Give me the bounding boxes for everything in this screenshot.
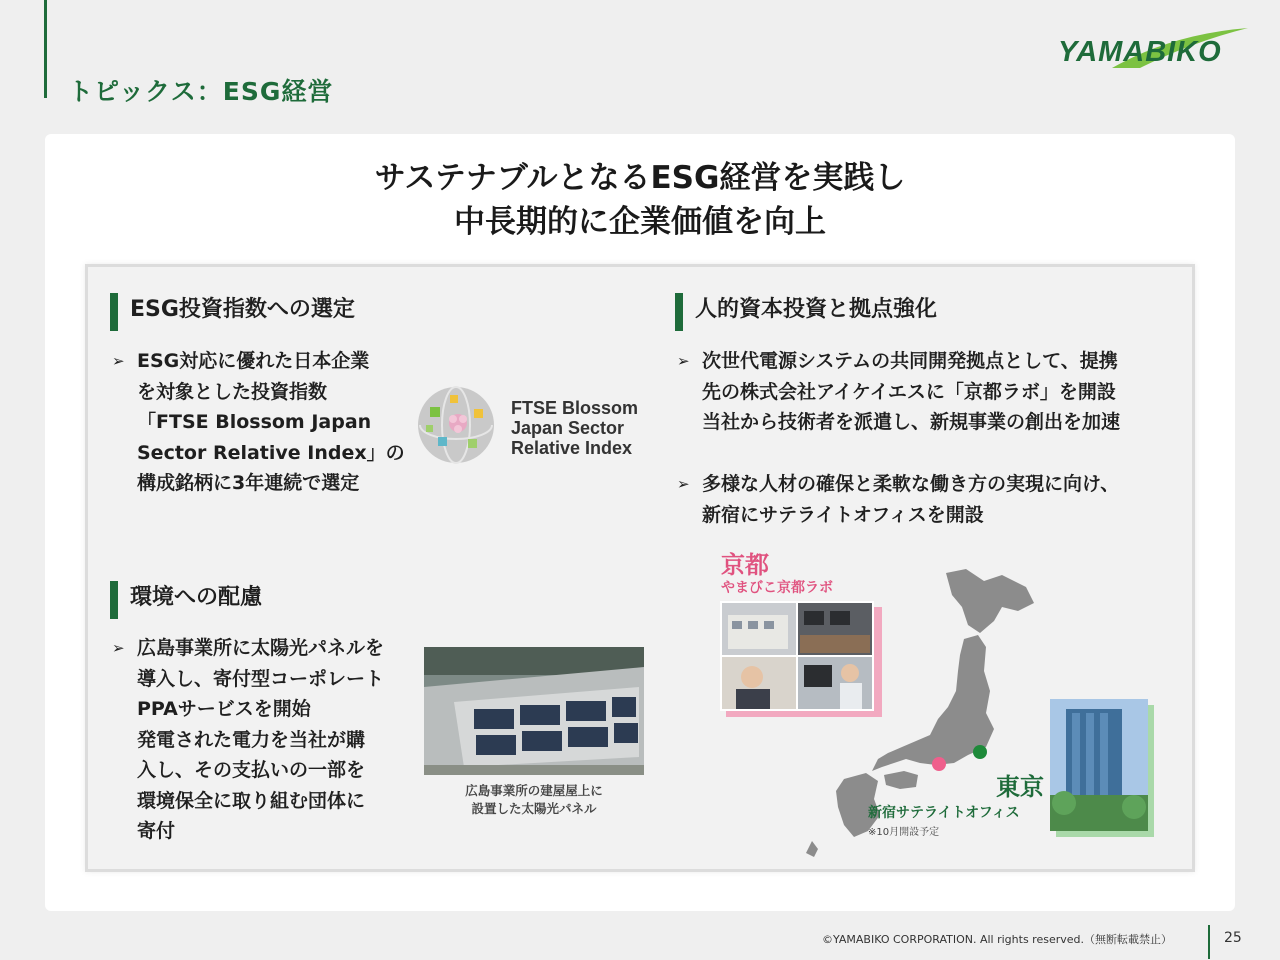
headline-line-1: サステナブルとなるESG経営を実践し (374, 160, 906, 196)
tokyo-subtitle: 新宿サテライトオフィス (868, 805, 1020, 821)
bullet-line: 寄付 (137, 820, 176, 842)
bullet-line: Sector Relative Index」の (137, 441, 405, 464)
tokyo-marker (973, 745, 987, 759)
ftse-badge-line: Relative Index (511, 438, 633, 458)
kyoto-subtitle: やまびこ京都ラボ (721, 580, 833, 596)
caption-line: 広島事業所の建屋屋上に (465, 783, 603, 798)
bullet-line: 環境保全に取り組む団体に (137, 789, 366, 812)
main-headline (45, 156, 1235, 244)
bullet-line: を対象とした投資指数 (137, 380, 328, 403)
bullet-line: 構成銘柄に3年連続で選定 (137, 472, 360, 494)
bullet-line: 広島事業所に太陽光パネルを (137, 637, 385, 659)
bullet-line: 入し、その支払いの一部を (137, 759, 366, 781)
bullet-line: 導入し、寄付型コーポレート (137, 667, 385, 690)
bullet-arrow-icon: ➢ (677, 352, 690, 370)
tokyo-opening-note: ※10月開設予定 (868, 827, 940, 838)
bullet-line: PPAサービスを開始 (137, 698, 311, 720)
headline-line-2: 中長期的に企業価値を向上 (454, 204, 826, 240)
solar-photo-caption (424, 782, 644, 818)
bullet-line: 次世代電源システムの共同開発拠点として、提携 (702, 350, 1118, 372)
bullet-arrow-icon: ➢ (112, 639, 125, 657)
bullet-line: 新宿にサテライトオフィスを開設 (702, 503, 984, 526)
bullet-line: 当社から技術者を派遣し、新規事業の創出を加速 (702, 411, 1121, 433)
tokyo-title: 東京 (996, 773, 1044, 801)
ftse-badge-line: Japan Sector (511, 418, 625, 438)
kyoto-lab-bullet (677, 346, 1120, 438)
bullet-line: 発電された電力を当社が購 (137, 728, 366, 751)
content-card (45, 134, 1235, 911)
bullet-line: 「FTSE Blossom Japan (137, 411, 372, 433)
kyoto-title: 京都 (721, 551, 769, 579)
esg-index-bullet (112, 346, 405, 499)
kyoto-marker (932, 757, 946, 771)
company-logo (1052, 24, 1252, 76)
header-accent-bar (44, 0, 47, 98)
ftse-badge-text (511, 398, 638, 458)
caption-line: 設置した太陽光パネル (471, 801, 597, 816)
satellite-office-bullet (677, 469, 1119, 530)
topics-panel (85, 264, 1195, 872)
bullet-line: 多様な人材の確保と柔軟な働き方の実現に向け、 (702, 473, 1120, 495)
environment-heading: 環境への配慮 (110, 581, 262, 615)
ftse-globe-icon (416, 385, 496, 465)
bullet-line: 先の株式会社アイケイエスに「京都ラボ」を開設 (702, 380, 1116, 403)
bullet-arrow-icon: ➢ (112, 352, 125, 370)
environment-bullet (112, 633, 384, 847)
ftse-badge-line: FTSE Blossom (511, 398, 639, 418)
logo-text: YAMABIKO (1058, 36, 1222, 68)
bullet-arrow-icon: ➢ (677, 475, 690, 493)
human-capital-heading: 人的資本投資と拠点強化 (675, 293, 937, 327)
bullet-line: ESG対応に優れた日本企業 (137, 350, 370, 372)
footer-copyright: ©YAMABIKO CORPORATION. All rights reserved.（無断転載禁止） (822, 933, 1172, 946)
page-title: トピックス：ESG経営 (68, 77, 334, 106)
solar-panel-photo (424, 647, 644, 775)
shinjuku-building-photo (1050, 699, 1154, 837)
footer-divider (1208, 925, 1210, 959)
esg-index-heading: ESG投資指数への選定 (110, 293, 355, 327)
page-number: 25 (1224, 930, 1242, 946)
